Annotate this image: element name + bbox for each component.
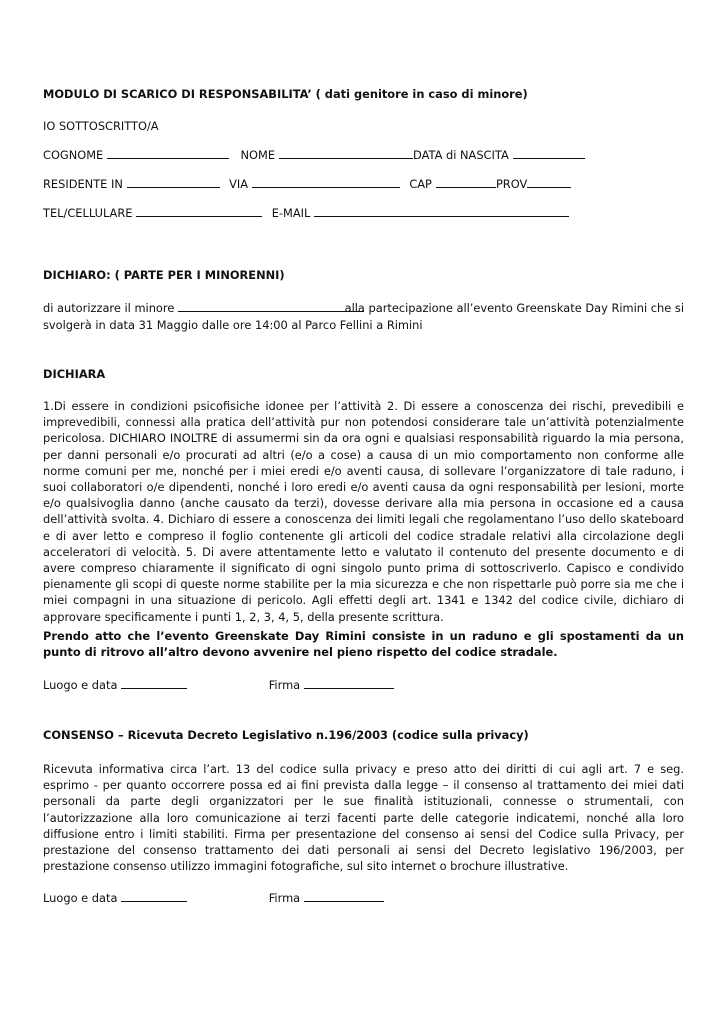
- luogo-data-blank-2[interactable]: [121, 890, 187, 902]
- prov-label: PROV: [495, 177, 528, 191]
- nome-blank[interactable]: [279, 147, 413, 159]
- email-blank[interactable]: [314, 205, 569, 217]
- consenso-paragraph: Ricevuta informativa circa l’art. 13 del codice sulla privacy e preso atto dei diritti di cui agli art. 7 e seg. esprimo - per quanto occorrere possa ed ai fini prevista dalla legge – il consenso al trattamento dei miei dati personali da parte degli organizzatori per le sue finalità istituzionali, connesse o strumentali, con l’autorizzazione alla loro comunicazione ai terzi facenti parte delle categorie indicatemi, nonché alla loro diffusione entro i limiti stabiliti. Firma per presentazione del consenso ai sensi del Codice sulla Privacy, per prestazione del consenso trattamento dei dati personali ai sensi del Decreto legislativo 196/2003, per prestazione consenso utilizzo immagini fotografiche, sul sito internet o brochure illustrative.: [43, 762, 684, 874]
- autorizzo-suffix: alla partecipazione all’evento Greenskate Day Rimini che si: [344, 301, 684, 315]
- firma-blank[interactable]: [304, 677, 394, 689]
- cap-label: CAP: [409, 177, 432, 191]
- signature-row-1: [43, 677, 394, 694]
- cognome-blank[interactable]: [107, 147, 229, 159]
- tel-blank[interactable]: [136, 205, 262, 217]
- cognome-label: COGNOME: [43, 148, 104, 162]
- prendo-atto-paragraph: Prendo atto che l’evento Greenskate Day Rimini consiste in un raduno e gli spostamenti da un punto di ritrovo all’altro devono avvenire nel pieno rispetto del codice stradale.: [43, 629, 684, 660]
- signature-row-2: [43, 890, 384, 907]
- dichiara-heading: DICHIARA: [43, 367, 106, 381]
- document-title: MODULO DI SCARICO DI RESPONSABILITA’ ( dati genitore in caso di minore): [43, 87, 528, 101]
- nome-label: NOME: [240, 148, 276, 162]
- firma-label-2: Firma: [268, 891, 301, 905]
- consenso-heading: CONSENSO – Ricevuta Decreto Legislativo n.196/2003 (codice sulla privacy): [43, 728, 529, 742]
- io-sottoscritto-label: IO SOTTOSCRITTO/A: [43, 119, 159, 133]
- firma-label: Firma: [268, 678, 301, 692]
- firma-blank-2[interactable]: [304, 890, 384, 902]
- autorizzo-line-2: svolgerà in data 31 Maggio dalle ore 14:00 al Parco Fellini a Rimini: [43, 318, 423, 332]
- via-blank[interactable]: [252, 176, 400, 188]
- prov-blank[interactable]: [527, 176, 571, 188]
- luogo-data-label-2: Luogo e data: [43, 891, 118, 905]
- row-address: [43, 176, 571, 193]
- autorizzo-line-1: [43, 300, 684, 317]
- autorizzo-prefix: di autorizzare il minore: [43, 301, 175, 315]
- email-label: E-MAIL: [271, 206, 311, 220]
- row-name: [43, 147, 585, 164]
- luogo-data-label: Luogo e data: [43, 678, 118, 692]
- luogo-data-blank[interactable]: [121, 677, 187, 689]
- residente-label: RESIDENTE IN: [43, 177, 123, 191]
- minore-blank[interactable]: [178, 300, 364, 312]
- via-label: VIA: [229, 177, 249, 191]
- tel-label: TEL/CELLULARE: [43, 206, 133, 220]
- dichiara-paragraph: 1.Di essere in condizioni psicofisiche idonee per l’attività 2. Di essere a conoscenza dei rischi, prevedibili e imprevedibili, connessi alla pratica dell’attività pur non potendosi considerare tale un’attività potenzialmente pericolosa. DICHIARO INOLTRE di assumermi sin da ora ogni e qualsiasi responsabilità riguardo la mia persona, per danni personali e/o procurati ad altri (e/o a cose) a causa di un mio comportamento non conforme alle norme comuni per me, nonché per i miei eredi e/o aventi causa, di sollevare l’organizzatore di tale raduno, i suoi collaboratori o/e dipendenti, nonché i loro eredi e/o aventi causa da ogni responsabilità per lesioni, morte e/o qualsivoglia danno (anche causato da terzi), dovesse derivare alla mia persona in occasione ed a causa dell’attività svolta. 4. Dichiaro di essere a conoscenza dei limiti legali che regolamentano l’uso dello skateboard e di aver letto e compreso il foglio contenente gli articoli del codice stradale relativi alla circolazione degli acceleratori di velocità. 5. Di avere attentamente letto e valutato il contenuto del presente documento e di avere compreso chiaramente il significato di ogni singolo punto prima di sottoscriverlo. Capisco e condivido pienamente gli scopi di queste norme stabilite per la mia sicurezza e che non rispettarle può porre sia me che i miei compagni in una situazione di pericolo. Agli effetti degli art. 1341 e 1342 del codice civile, dichiaro di approvare specificamente i punti 1, 2, 3, 4, 5, della presente scrittura.: [43, 399, 684, 624]
- data-nascita-label: DATA di NASCITA: [413, 148, 509, 162]
- data-nascita-blank[interactable]: [513, 147, 585, 159]
- dichiaro-heading: DICHIARO: ( PARTE PER I MINORENNI): [43, 268, 285, 282]
- cap-blank[interactable]: [436, 176, 496, 188]
- residente-blank[interactable]: [127, 176, 220, 188]
- row-contacts: [43, 205, 569, 222]
